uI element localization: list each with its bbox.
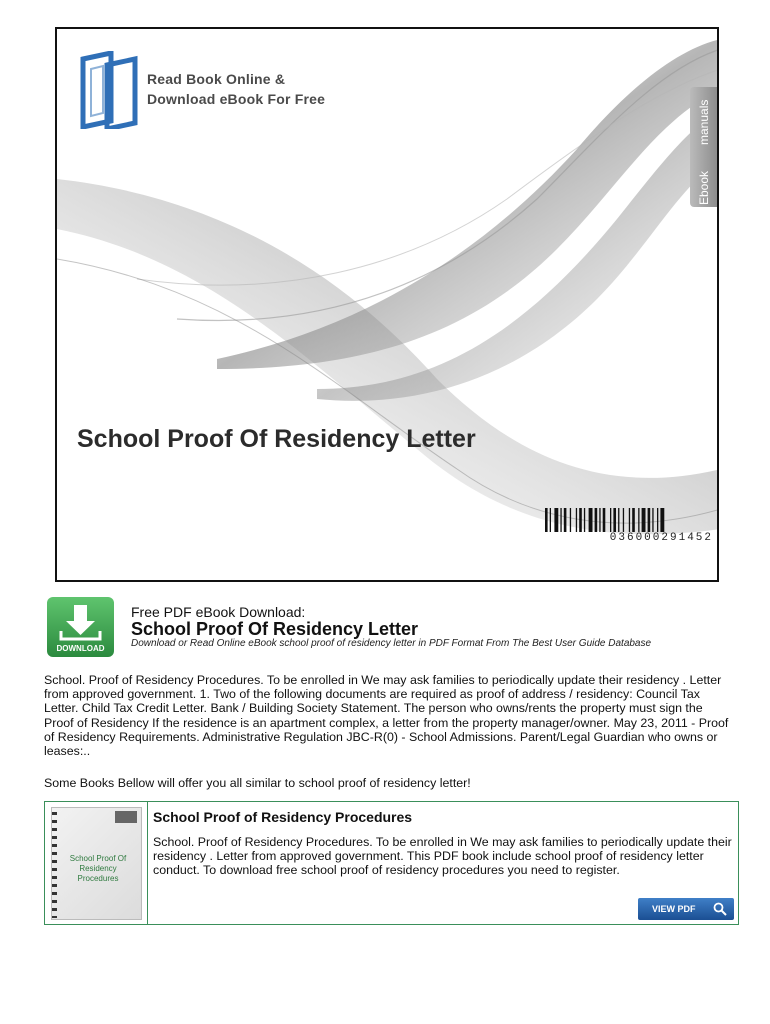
page-title: School Proof Of Residency Letter — [131, 619, 419, 639]
book-logo-icon — [77, 51, 143, 129]
book-cover-title: School Proof Of Residency Procedures — [69, 854, 127, 883]
barcode-bar — [599, 508, 600, 532]
book-thumbnail[interactable] — [45, 802, 148, 924]
book-title[interactable]: School Proof of Residency Procedures — [153, 809, 413, 825]
barcode-bar — [642, 508, 646, 532]
barcode-bar — [618, 508, 619, 532]
barcode-bar — [589, 508, 593, 532]
side-tab — [690, 87, 717, 207]
similar-books-intro: Some Books Bellow will offer you all similar to school proof of residency letter! — [44, 776, 471, 790]
barcode-bar — [648, 508, 651, 532]
barcode-digits: 036000291452 — [609, 532, 713, 544]
barcode-bar — [595, 508, 598, 532]
book-cover-image — [51, 807, 142, 920]
tab-manuals-label: manuals — [697, 99, 711, 145]
book-description: School. Proof of Residency Procedures. To be enrolled in We may ask families to periodically update their residency . Letter from approved government. This PDF book include school proof of residency letter conduct. To download free school proof of residency procedures you need to register. — [153, 835, 732, 878]
barcode-bar — [584, 508, 585, 532]
cover-badge-icon — [115, 811, 137, 823]
binding-dots — [52, 812, 57, 918]
magnifier-icon — [713, 902, 727, 916]
download-button-label: DOWNLOAD — [56, 644, 105, 653]
book-list-item — [44, 801, 739, 925]
barcode-bar — [545, 508, 548, 532]
barcode-bar — [629, 508, 630, 532]
barcode-bar — [652, 508, 653, 532]
logo-line-1: Read Book Online & — [147, 71, 286, 87]
barcode-bar — [579, 508, 582, 532]
barcode-bar — [610, 508, 611, 532]
ebook-cover — [55, 27, 719, 582]
page-subtitle: Download or Read Online eBook school proof of residency letter in PDF Format From The Best User Guide Database — [131, 638, 652, 649]
barcode-bar — [657, 508, 658, 532]
barcode-bar — [550, 508, 551, 532]
barcode-bar — [603, 508, 606, 532]
description-paragraph: School. Proof of Residency Procedures. To be enrolled in We may ask families to periodically update their residency . Letter from approved government. 1. Two of the following documents are required as proof of address / residency: Council Tax Letter. Child Tax Credit Letter. Bank / Building Society Statement. The person who owns/rents the property must sign the Proof of Residency If the residence is an apartment complex, a letter from the property manager/owner. May 23, 2011 - Proof of Residency Requirements. Administrative Regulation JBC-R(0) - School Admissions. Parent/Legal Guardian who owns or leases:.. — [44, 673, 729, 759]
barcode-bar — [660, 508, 664, 532]
logo-text — [147, 69, 325, 109]
free-download-label: Free PDF eBook Download: — [131, 604, 306, 620]
barcode-bar — [613, 508, 616, 532]
barcode-bar — [554, 508, 558, 532]
barcode-bar — [623, 508, 624, 532]
download-button[interactable] — [47, 597, 114, 657]
barcode-bar — [632, 508, 635, 532]
barcode-bar — [638, 508, 639, 532]
view-pdf-label: VIEW PDF — [652, 904, 696, 914]
barcode-bar — [570, 508, 571, 532]
tab-ebook-label: Ebook — [697, 170, 711, 205]
barcode-bar — [560, 508, 561, 532]
swoosh-background — [57, 29, 719, 582]
view-pdf-button[interactable] — [638, 898, 734, 920]
barcode-bar — [576, 508, 577, 532]
barcode-bar — [564, 508, 567, 532]
cover-title: School Proof Of Residency Letter — [77, 425, 476, 453]
logo-line-2: Download eBook For Free — [147, 91, 326, 107]
